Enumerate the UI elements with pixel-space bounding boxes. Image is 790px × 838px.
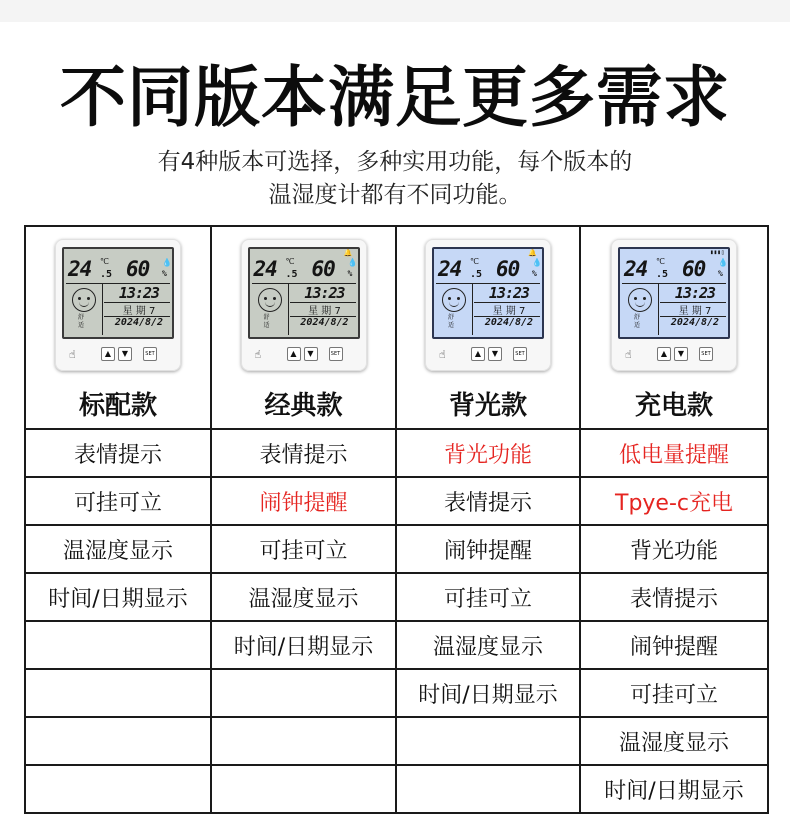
lcd-humidity: 60 [126, 257, 150, 281]
lcd-comfort-label [264, 314, 270, 330]
feature-cell [211, 717, 396, 765]
down-button-icon: ▼ [304, 347, 318, 361]
lcd-time: 13:23 [488, 284, 530, 302]
feature-cell: 低电量提醒 [580, 429, 768, 477]
feature-cell: 闹钟提醒 [580, 621, 768, 669]
feature-row [25, 717, 768, 765]
product-cell [396, 226, 580, 429]
lcd-comfort-char: 适 [263, 322, 270, 329]
feature-cell [25, 717, 211, 765]
smiley-face-icon [258, 288, 282, 312]
product-name: 标配款 [78, 391, 157, 421]
lcd-divider [658, 283, 659, 335]
lcd-temperature: 24 [438, 257, 462, 281]
feature-cell: 表情提示 [396, 477, 580, 525]
product-card [397, 227, 579, 428]
bell-icon: 🔔 [528, 249, 537, 257]
product-card [581, 227, 767, 428]
smiley-face-icon [72, 288, 96, 312]
lcd-comfort-char: 舒 [448, 314, 455, 321]
feature-row [25, 621, 768, 669]
feature-cell [25, 669, 211, 717]
down-button-icon: ▼ [488, 347, 502, 361]
feature-row [25, 765, 768, 813]
bell-icon: 🔔 [343, 249, 353, 257]
lcd-date: 2024/8/2 [300, 317, 349, 328]
set-button-icon: SET [699, 347, 713, 361]
product-name: 背光款 [448, 391, 527, 421]
lcd-screen [62, 247, 174, 339]
lcd-weekday: 星 期 7 [492, 306, 526, 317]
thermometer-device-image [425, 239, 551, 371]
lcd-screen [432, 247, 544, 339]
lcd-humidity: 60 [496, 257, 520, 281]
touch-icon: ☝ [254, 348, 262, 361]
lcd-screen [248, 247, 360, 339]
water-drop-icon: 💧 [162, 258, 172, 267]
feature-cell: 可挂可立 [580, 669, 768, 717]
feature-cell: Tpye-c充电 [580, 477, 768, 525]
lcd-humidity-unit: % [532, 269, 537, 278]
feature-row [25, 477, 768, 525]
lcd-comfort-char: 适 [78, 322, 85, 329]
smiley-face-icon [628, 288, 652, 312]
lcd-weekday: 星 期 7 [122, 306, 156, 317]
subtitle-line-1: 有4种版本可选择，多种实用功能，每个版本的 [157, 149, 633, 175]
feature-cell [211, 669, 396, 717]
up-button-icon: ▲ [657, 347, 671, 361]
feature-cell: 背光功能 [396, 429, 580, 477]
up-button-icon: ▲ [101, 347, 115, 361]
battery-icon: ▮▮▮▯ [710, 249, 725, 256]
lcd-comfort-char: 舒 [263, 314, 270, 321]
feature-cell: 闹钟提醒 [211, 477, 396, 525]
thermometer-device-image [611, 239, 737, 371]
lcd-comfort-label [78, 314, 84, 330]
touch-icon: ☝ [69, 348, 76, 361]
lcd-date: 2024/8/2 [670, 317, 720, 328]
feature-cell: 闹钟提醒 [396, 525, 580, 573]
lcd-temperature: 24 [253, 257, 277, 281]
lcd-humidity: 60 [311, 257, 335, 281]
water-drop-icon: 💧 [532, 258, 542, 267]
lcd-divider [472, 283, 473, 335]
lcd-divider [288, 283, 289, 335]
set-button-icon: SET [329, 347, 343, 361]
down-button-icon: ▼ [118, 347, 132, 361]
touch-icon: ☝ [439, 348, 446, 361]
product-header-row [25, 226, 768, 429]
feature-row [25, 669, 768, 717]
feature-cell [25, 765, 211, 813]
thermometer-device-image [241, 239, 367, 371]
feature-cell: 温湿度显示 [580, 717, 768, 765]
device-buttons [611, 343, 737, 365]
lcd-temperature: 24 [624, 257, 648, 281]
lcd-comfort-char: 舒 [634, 314, 641, 321]
feature-cell: 温湿度显示 [211, 573, 396, 621]
feature-cell [211, 765, 396, 813]
product-cell [580, 226, 768, 429]
lcd-comfort-char: 适 [634, 322, 641, 329]
product-cell [211, 226, 396, 429]
feature-cell: 表情提示 [211, 429, 396, 477]
feature-cell [25, 621, 211, 669]
lcd-time: 13:23 [118, 284, 160, 302]
lcd-comfort-label [634, 314, 640, 330]
feature-row [25, 429, 768, 477]
feature-cell: 表情提示 [25, 429, 211, 477]
version-comparison-table [24, 225, 769, 814]
product-cell [25, 226, 211, 429]
feature-cell: 可挂可立 [211, 525, 396, 573]
thermometer-device-image [55, 239, 181, 371]
feature-cell: 可挂可立 [396, 573, 580, 621]
water-drop-icon: 💧 [347, 258, 358, 267]
product-card [26, 227, 210, 428]
lcd-celsius-unit: ℃ [656, 257, 665, 266]
feature-cell: 时间/日期显示 [211, 621, 396, 669]
feature-row [25, 573, 768, 621]
feature-cell: 温湿度显示 [396, 621, 580, 669]
lcd-humidity-unit: % [347, 269, 353, 278]
set-button-icon: SET [143, 347, 157, 361]
lcd-temperature-decimal: .5 [470, 269, 483, 280]
lcd-temperature-decimal: .5 [285, 269, 298, 280]
feature-cell: 时间/日期显示 [25, 573, 211, 621]
up-button-icon: ▲ [471, 347, 485, 361]
product-card [212, 227, 395, 428]
lcd-time: 13:23 [674, 284, 716, 302]
feature-cell: 温湿度显示 [25, 525, 211, 573]
lcd-screen [618, 247, 730, 339]
lcd-celsius-unit: ℃ [285, 257, 295, 266]
feature-row [25, 525, 768, 573]
touch-icon: ☝ [625, 348, 632, 361]
feature-cell [396, 717, 580, 765]
lcd-celsius-unit: ℃ [100, 257, 109, 266]
lcd-weekday: 星 期 7 [308, 306, 341, 317]
lcd-date: 2024/8/2 [484, 317, 534, 328]
lcd-humidity-unit: % [718, 269, 723, 278]
feature-cell: 时间/日期显示 [580, 765, 768, 813]
water-drop-icon: 💧 [718, 258, 728, 267]
lcd-celsius-unit: ℃ [470, 257, 479, 266]
device-buttons [55, 343, 181, 365]
lcd-temperature: 24 [68, 257, 92, 281]
top-strip [0, 0, 790, 22]
subtitle-line-2: 温湿度计都有不同功能。 [268, 182, 522, 208]
up-button-icon: ▲ [287, 347, 301, 361]
lcd-divider [102, 283, 103, 335]
lcd-temperature-decimal: .5 [100, 269, 113, 280]
feature-cell: 可挂可立 [25, 477, 211, 525]
smiley-face-icon [442, 288, 466, 312]
feature-cell [396, 765, 580, 813]
lcd-humidity: 60 [682, 257, 706, 281]
device-buttons [425, 343, 551, 365]
page-title: 不同版本满足更多需求 [60, 59, 730, 136]
feature-cell: 背光功能 [580, 525, 768, 573]
lcd-humidity-unit: % [162, 269, 167, 278]
lcd-comfort-label [448, 314, 454, 330]
down-button-icon: ▼ [674, 347, 688, 361]
lcd-comfort-char: 舒 [78, 314, 85, 321]
device-buttons [241, 343, 367, 365]
lcd-comfort-char: 适 [448, 322, 455, 329]
set-button-icon: SET [513, 347, 527, 361]
feature-cell: 表情提示 [580, 573, 768, 621]
feature-cell: 时间/日期显示 [396, 669, 580, 717]
lcd-temperature-decimal: .5 [656, 269, 669, 280]
product-name: 充电款 [634, 391, 713, 421]
lcd-weekday: 星 期 7 [678, 306, 712, 317]
lcd-date: 2024/8/2 [114, 317, 164, 328]
product-name: 经典款 [264, 391, 343, 421]
lcd-time: 13:23 [304, 284, 345, 302]
